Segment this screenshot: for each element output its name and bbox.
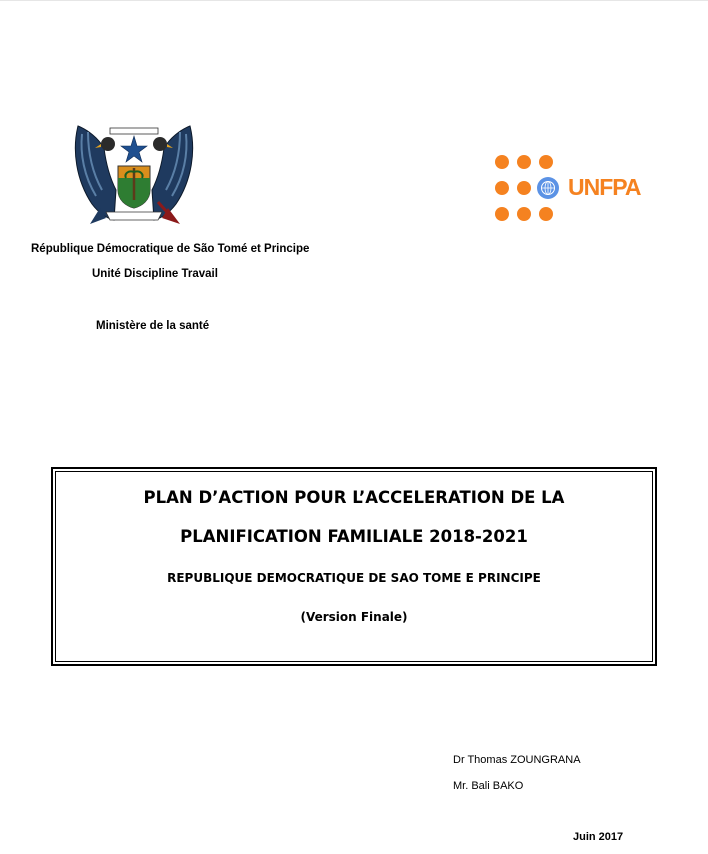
author-name: Mr. Bali BAKO [453, 780, 524, 792]
title-box [51, 467, 657, 666]
title-box-inner [55, 471, 653, 662]
publication-date: Juin 2017 [573, 831, 624, 843]
coat-of-arms-icon [70, 120, 198, 228]
document-subtitle: REPUBLIQUE DEMOCRATIQUE DE SAO TOME E PRINCIPE [167, 571, 541, 585]
republic-name: République Démocratique de São Tomé et Principe [31, 243, 310, 255]
document-title-line-2: PLANIFICATION FAMILIALE 2018-2021 [180, 527, 528, 546]
document-version: (Version Finale) [300, 610, 408, 624]
document-title-line-1: PLAN D’ACTION POUR L’ACCELERATION DE LA [143, 488, 565, 507]
ministry-name: Ministère de la santé [96, 320, 210, 332]
page-top-edge [0, 0, 708, 1]
national-motto: Unité Discipline Travail [92, 268, 218, 280]
author-name: Dr Thomas ZOUNGRANA [453, 754, 581, 766]
un-emblem-icon [537, 177, 559, 199]
unfpa-wordmark: UNFPA [568, 174, 641, 200]
